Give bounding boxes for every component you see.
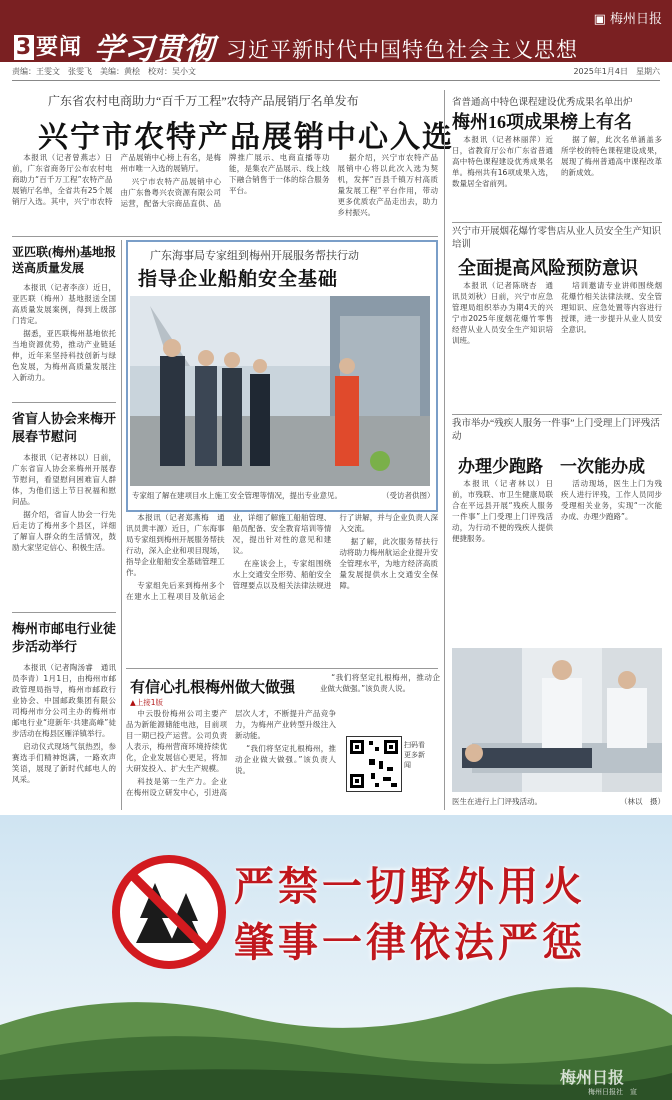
meta-line <box>12 66 660 81</box>
bottom-body: 中云股份梅州公司主要产品为新能源储能电池，目前项目一期已投产运营。公司负责人表示，梅州营商环境持续优化，企业发展信心更足，将加大研发投入、扩大生产规模。 科技是第一生产力。企业在梅州设立研发中心，引进高层次人才，不断提升产品竞争力，为梅州产业转型升级注入新动能。 “我们将坚定扎根梅州，推动企业做大做强。”该负责人说。 <box>126 709 336 797</box>
column-divider <box>121 240 122 810</box>
column-divider <box>444 90 445 810</box>
column-title: 习近平新时代中国特色社会主义思想 <box>226 38 578 62</box>
banner-line-1: 严禁一切野外用火 <box>234 864 586 909</box>
right-r1-title: 梅州16项成果榜上有名 <box>452 112 632 132</box>
left-a3-title: 梅州市邮电行业徒步活动举行 <box>12 621 117 654</box>
feature-photo <box>130 296 430 486</box>
lead-title: 兴宁市农特产品展销中心入选 <box>38 121 454 154</box>
divider <box>12 402 116 403</box>
section-number: 3 <box>15 35 33 60</box>
no-fire-icon <box>112 855 226 969</box>
divider <box>12 236 438 237</box>
left-a2-title: 省盲人协会来梅开展春节慰问 <box>12 411 117 444</box>
right-r3-body: 本报讯（记者林以）日前，市残联、市卫生健康局联合在平远县开展“残疾人服务一件事”上门受理上门评残活动，为行动不便的残疾人提供便捷服务。 活动现场，医生上门为残疾人进行评残，工作人员同步受理相关业务，实现“一次能办成、办理少跑路”。 <box>452 479 662 543</box>
fire-ban-banner <box>0 815 672 1100</box>
right-r1-body: 本报讯（记者林丽萍）近日，省教育厅公布广东省普通高中特色课程建设优秀成果名单。梅州共有16项成果入选，数量居全省前列。 据了解，此次名单涵盖多所学校的特色课程建设成果，展现了梅州普通高中课程改革的新成效。 <box>452 135 662 188</box>
issue-date: 2025年1月4日 星期六 <box>573 67 660 76</box>
divider <box>126 668 438 669</box>
lead-supertitle: 广东省农村电商助力“百千万工程”农特产品展销厅名单发布 <box>48 94 359 108</box>
bottom-title: 有信心扎根梅州做大做强 <box>130 680 296 696</box>
right-photo-credit: （林以 摄） <box>620 797 665 806</box>
right-r2-supertitle: 兴宁市开展烟花爆竹零售店从业人员安全生产知识培训 <box>452 227 662 250</box>
editors: 责编：王雯文 张雯飞 美编：黄桧 校对：吴小文 <box>12 67 196 76</box>
calligraphy-title: 学习贯彻 <box>94 32 214 67</box>
banner-line-2: 肇事一律依法严惩 <box>234 920 586 965</box>
feature-caption: 专家组了解在建项目水上施工安全管理等情况，提出专业意见。 <box>132 491 342 500</box>
right-r1-supertitle: 省普通高中特色课程建设优秀成果名单出炉 <box>452 98 633 108</box>
left-a3-body: 本报讯（记者陶汤睿 通讯员李青）1月1日，由梅州市邮政管理局指导，梅州市邮政行业协会、中国邮政集团有限公司梅州市分公司主办的梅州市邮电行业“迎新年·共建高峰”徒步活动在梅县区雁洋镇举行。 启动仪式现场气氛热烈，参赛选手们精神饱满，一路欢声笑语，展现了新时代邮电人的风采。 <box>12 663 116 784</box>
feature-credit: （受访者供图） <box>382 491 435 500</box>
left-a2-body: 本报讯（记者林以）日前，广东省盲人协会来梅州开展春节慰问，看望慰问困难盲人群体，为他们送上节日祝福和慰问品。 据介绍，省盲人协会一行先后走访了梅州多个县区，详细了解盲人群众的生活情况，鼓励大家坚定信心、积极生活。 <box>12 453 116 552</box>
feature-supertitle: 广东海事局专家组到梅州开展服务帮扶行动 <box>150 250 359 262</box>
right-r2-title: 全面提高风险预防意识 <box>458 258 638 278</box>
section-name: 要闻 <box>36 35 83 60</box>
divider <box>452 414 662 415</box>
bottom-body-side: “我们将坚定扎根梅州，推动企业做大做强。”该负责人说。 <box>320 673 440 693</box>
left-a1-body: 本报讯（记者李彦）近日，亚匹联（梅州）基地报送全国高质量发展案例，得到上级部门肯定。 据悉，亚匹联梅州基地依托当地资源优势，推动产业链延伸，近年来坚持科技创新与绿色发展，为梅州高质量发展注入新动力。 <box>12 283 116 382</box>
feature-title: 指导企业船舶安全基础 <box>138 269 339 290</box>
qr-label: 扫码看更多新闻 <box>404 741 425 769</box>
divider <box>12 612 116 613</box>
right-r2-body: 本报讯（记者陈晓杏 通讯员刘秋）日前，兴宁市应急管理局组织举办为期4天的兴宁市2025年度烟花爆竹零售经营从业人员安全生产知识培训班。 培训邀请专业讲师围绕烟花爆竹相关法律法规、安全管理知识、应急处置等内容进行授课，进一步提升从业人员安全意识。 <box>452 281 662 345</box>
divider <box>452 222 662 223</box>
right-r3-title: 办理少跑路 一次能办成 <box>458 457 645 476</box>
right-r3-supertitle: 我市举办“残疾人服务一件事”上门受理上门评残活动 <box>452 419 660 442</box>
paper-logo: ▣ 梅州日报 <box>593 12 662 27</box>
right-photo <box>452 648 662 792</box>
watermark-sub: 梅州日报社 宣 <box>588 1088 637 1096</box>
page-header <box>0 0 672 67</box>
bottom-byline: ▲上接1版 <box>130 698 164 707</box>
section-label <box>14 30 82 61</box>
feature-body: 本报讯（记者郑燕梅 通讯员黄丰源）近日，广东海事局专家组到梅州开展服务帮扶行动，深入企业和项目现场，指导企业船舶安全基础管理工作。 专家组先后来到梅州多个在建水上工程项目及航运企业，详细了解施工船舶管理、船员配备、安全教育培训等情况，提出针对性的意见和建议。 在座谈会上，专家组围绕水上交通安全形势、船舶安全管理要点以及相关法律法规进行了讲解，并与企业负责人深入交流。 据了解，此次服务帮扶行动将助力梅州航运企业提升安全管理水平，为地方经济高质量发展提供水上交通安全保障。 <box>126 513 438 601</box>
watermark: 梅州日报 <box>560 1068 625 1087</box>
qr-code[interactable] <box>346 736 402 792</box>
lead-body: 本报讯（记者曾燕志）日前，广东省商务厅公布农村电商助力“百千万工程”农特产品展销厅名单，全省共有25个展销厅入选。其中，兴宁市农特产品展销中心榜上有名，是梅州市唯一入选的展销厅。 兴宁市农特产品展销中心由广东鲁粤兴农资源有限公司运营，配备大宗商品直供、品牌推广展示、电商直播等功能，是集农产品展示、线上线下融合销售于一体的综合服务平台。 据介绍，兴宁市农特产品展销中心将以此次入选为契机，发挥“百县千镇万村高质量发展工程”平台作用，带动更多优质农产品走出去，助力乡村振兴。 <box>12 153 438 217</box>
right-photo-caption: 医生在进行上门评残活动。 <box>452 797 542 806</box>
left-a1-title: 亚匹联(梅州)基地报送高质量发展 <box>12 245 116 275</box>
